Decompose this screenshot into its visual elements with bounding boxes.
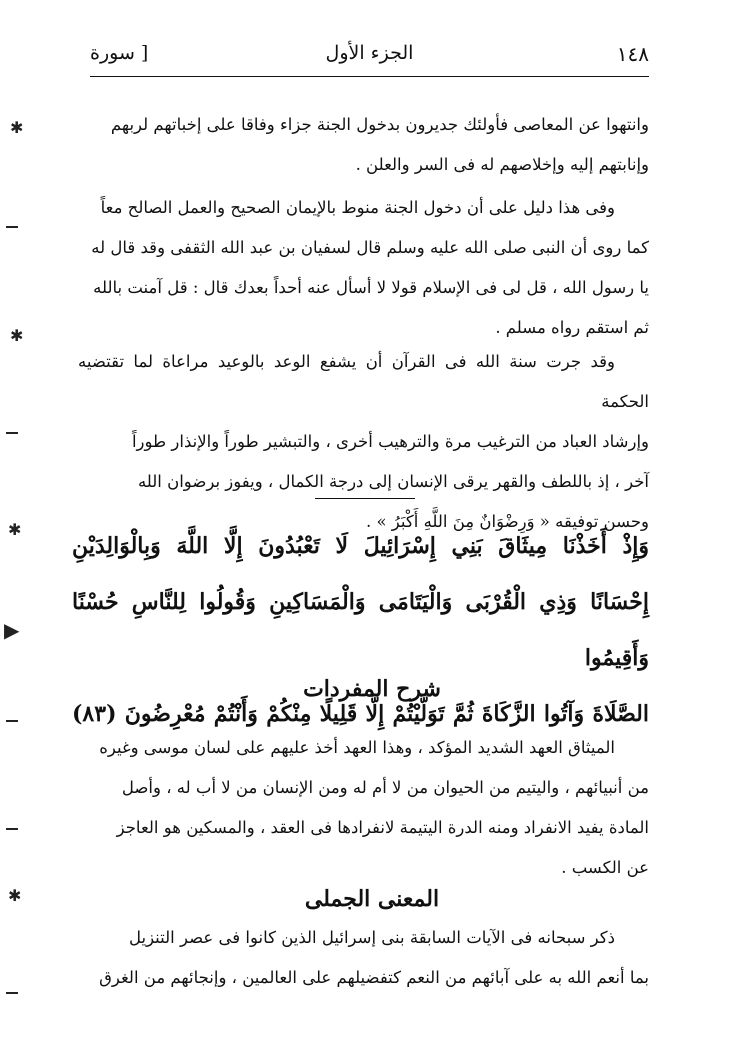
paragraph-3 — [78, 342, 649, 542]
binding-mark — [6, 720, 18, 722]
text-line: وفى هذا دليل على أن دخول الجنة منوط بالإيمان الصحيح والعمل الصالح معاً — [100, 198, 615, 217]
quran-verse — [72, 518, 649, 742]
general-meaning-paragraph — [78, 918, 649, 998]
part-title: الجزء الأول — [325, 42, 414, 64]
text-line: يا رسول الله ، قل لى فى الإسلام قولا لا أسأل عنه أحداً بعدك قال : قل آمنت بالله — [93, 278, 649, 297]
header-divider — [90, 76, 649, 77]
surah-label: [ سورة — [90, 42, 149, 64]
binding-mark: ▶ — [4, 618, 20, 642]
text-line: وقد جرت سنة الله فى القرآن أن يشفع الوعد بالوعيد مراعاة لما تقتضيه الحكمة — [78, 352, 649, 411]
section-heading-general-meaning: المعنى الجملى — [304, 886, 440, 912]
binding-mark: ✱ — [10, 118, 24, 137]
text-line: من أنبيائهم ، واليتيم من الحيوان من لا أم له ومن الإنسان من لا أب له ، وأصل — [121, 778, 649, 797]
text-line: وإنابتهم إليه وإخلاصهم له فى السر والعلن . — [355, 155, 649, 174]
page-number: ١٤٨ — [616, 42, 649, 66]
binding-mark — [6, 432, 18, 434]
text-line: وإرشاد العباد من الترغيب مرة والترهيب أخرى ، والتبشير طوراً والإنذار طوراً — [131, 432, 649, 451]
binding-mark: ✱ — [8, 520, 22, 539]
verse-line: وَإِذْ أَخَذْنَا مِيثَاقَ بَنِي إِسْرَائِيلَ لَا تَعْبُدُونَ إِلَّا اللَّهَ وَبِالْوَالِدَيْنِ — [72, 533, 649, 559]
section-divider — [315, 498, 415, 499]
paragraph-1 — [78, 105, 649, 185]
verse-line: إِحْسَانًا وَذِي الْقُرْبَى وَالْيَتَامَى وَالْمَسَاكِينِ وَقُولُوا لِلنَّاسِ حُسْنًا وَأَقِيمُوا — [72, 589, 649, 671]
text-line: المادة يفيد الانفراد ومنه الدرة اليتيمة لانفرادها فى العقد ، والمسكين هو العاجز — [116, 818, 649, 837]
text-line: بما أنعم الله به على آبائهم من النعم كتفضيلهم على العالمين ، وإنجائهم من الغرق — [99, 968, 649, 987]
running-header — [90, 38, 649, 72]
vocabulary-paragraph — [78, 728, 649, 888]
section-heading-vocabulary: شرح المفردات — [303, 676, 441, 702]
text-line: ذكر سبحانه فى الآيات السابقة بنى إسرائيل الذين كانوا فى عصر التنزيل — [128, 928, 615, 947]
text-line: كما روى أن النبى صلى الله عليه وسلم قال لسفيان بن عبد الله الثقفى وقد قال له — [91, 238, 649, 257]
text-line: وانتهوا عن المعاصى فأولئك جديرون بدخول الجنة جزاء وفاقا على إخباتهم لربهم — [110, 115, 649, 134]
binding-mark: ✱ — [8, 886, 22, 905]
text-line: ثم استقم رواه مسلم . — [495, 318, 649, 337]
text-line: عن الكسب . — [561, 858, 649, 877]
binding-mark — [6, 828, 18, 830]
binding-mark — [6, 992, 18, 994]
binding-mark — [6, 226, 18, 228]
verse-line: الصَّلَاةَ وَآتُوا الزَّكَاةَ ثُمَّ تَوَلَّيْتُمْ إِلَّا قَلِيلًا مِنْكُمْ وَأَنْتُمْ مُعْرِضُونَ (٨٣) — [72, 701, 649, 727]
text-line: الميثاق العهد الشديد المؤكد ، وهذا العهد أخذ عليهم على لسان موسى وغيره — [99, 738, 615, 757]
text-line: آخر ، إذ باللطف والقهر يرقى الإنسان إلى درجة الكمال ، ويفوز برضوان الله — [137, 472, 649, 491]
binding-mark: ✱ — [10, 326, 24, 345]
paragraph-2 — [78, 188, 649, 348]
text-line: وحسن توفيقه « وَرِضْوَانٌ مِنَ اللَّهِ أَكْبَرُ » . — [365, 512, 649, 531]
